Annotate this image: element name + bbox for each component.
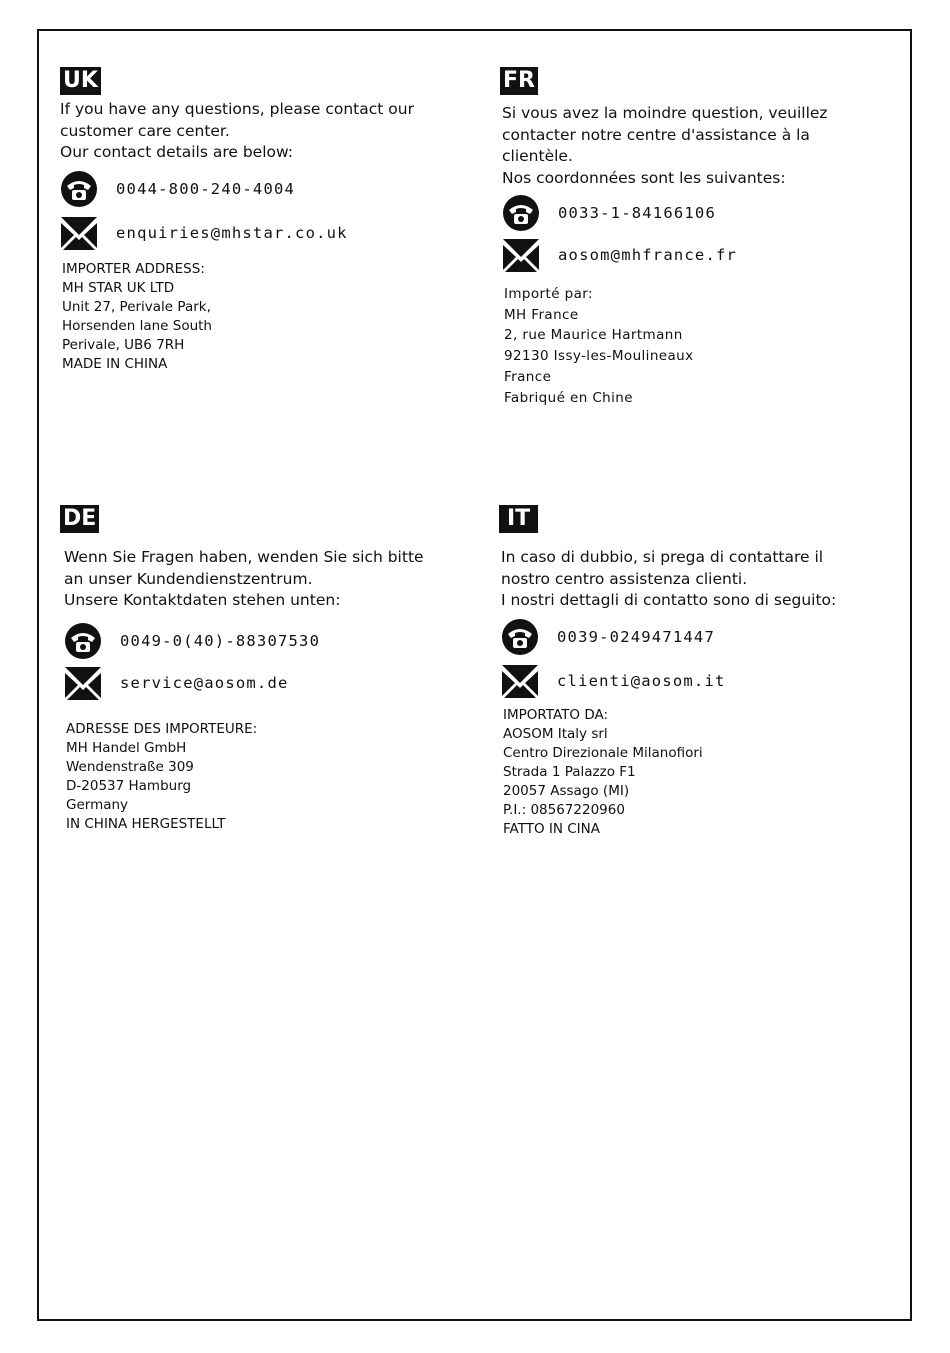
importer-address-de: ADRESSE DES IMPORTEURE: MH Handel GmbH Wendenstraße 309 D-20537 Hamburg Germany IN CHINA HERGESTELLT	[66, 720, 258, 832]
phone-row-fr	[502, 194, 900, 232]
intro-text-fr: Si vous avez la moindre question, veuillez contacter notre centre d'assistance à la clientèle. Nos coordonnées sont les suivantes:	[502, 104, 828, 187]
importer-address-uk: IMPORTER ADDRESS: MH STAR UK LTD Unit 27, Perivale Park, Horsenden lane South Perivale, UB6 7RH MADE IN CHINA	[62, 260, 212, 372]
phone-number-fr: 0033-1-84166106	[558, 204, 716, 222]
phone-number-it: 0039-0249471447	[557, 627, 715, 646]
telephone-icon	[60, 170, 98, 208]
section-uk	[60, 67, 480, 374]
email-address-fr: aosom@mhfrance.fr	[558, 246, 738, 264]
envelope-icon	[60, 214, 98, 252]
telephone-icon	[64, 622, 102, 660]
section-de	[60, 505, 480, 834]
importer-address-fr: Importé par: MH France 2, rue Maurice Hartmann 92130 Issy-les-Moulineaux France Fabriqué en Chine	[504, 286, 694, 406]
country-badge-de: DE	[60, 505, 99, 533]
envelope-icon	[501, 662, 539, 700]
phone-row-it	[501, 618, 899, 656]
phone-number-de: 0049-0(40)-88307530	[120, 631, 321, 650]
telephone-icon	[502, 194, 540, 232]
intro-text-it: In caso di dubbio, si prega di contattare il nostro centro assistenza clienti. I nostri dettagli di contatto sono di seguito:	[501, 548, 837, 609]
telephone-icon	[501, 618, 539, 656]
section-it	[499, 505, 899, 839]
country-badge-it: IT	[499, 505, 538, 533]
envelope-icon	[64, 664, 102, 702]
country-badge-uk: UK	[60, 67, 101, 95]
email-row-de	[64, 664, 480, 702]
country-badge-fr: FR	[500, 67, 538, 95]
importer-address-it: IMPORTATO DA: AOSOM Italy srl Centro Direzionale Milanofiori Strada 1 Palazzo F1 20057 Assago (MI) P.I.: 08567220960 FATTO IN CINA	[503, 706, 703, 837]
email-row-uk	[60, 214, 480, 252]
phone-number-uk: 0044-800-240-4004	[116, 179, 296, 198]
phone-row-uk	[60, 170, 480, 208]
email-address-de: service@aosom.de	[120, 673, 289, 692]
phone-row-de	[64, 622, 480, 660]
email-address-it: clienti@aosom.it	[557, 671, 726, 690]
intro-text-uk: If you have any questions, please contact our customer care center. Our contact details are below:	[60, 100, 414, 161]
email-address-uk: enquiries@mhstar.co.uk	[116, 223, 348, 242]
intro-text-de: Wenn Sie Fragen haben, wenden Sie sich bitte an unser Kundendienstzentrum. Unsere Kontaktdaten stehen unten:	[64, 548, 424, 609]
envelope-icon	[502, 236, 540, 274]
section-fr	[500, 67, 900, 408]
email-row-it	[501, 662, 899, 700]
email-row-fr	[502, 236, 900, 274]
